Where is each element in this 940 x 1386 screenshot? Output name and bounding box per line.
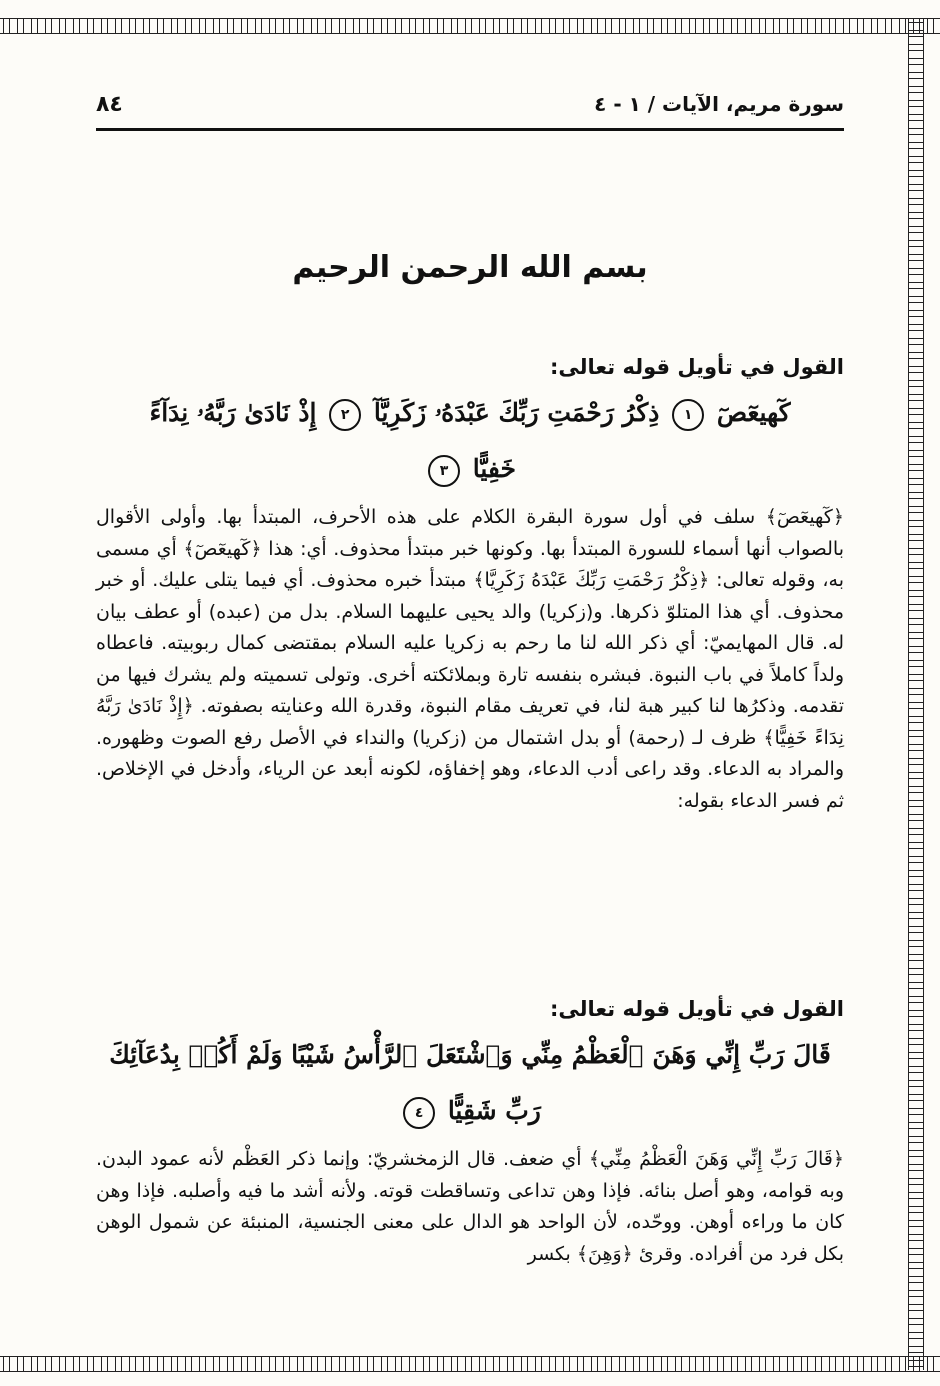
- verse-number-marker: ٢: [329, 399, 361, 431]
- quran-verse-line: [96, 386, 844, 440]
- basmala: بسم الله الرحمن الرحيم: [292, 250, 648, 285]
- running-title: سورة مريم، الآيات / ١ - ٤: [594, 92, 844, 116]
- verse-text: كٓهيعٓصٓ: [716, 398, 791, 427]
- section-verse-4: [96, 992, 844, 1270]
- right-ornamental-border: [908, 18, 924, 1370]
- page-number: ٨٤: [96, 91, 123, 117]
- verse-number-marker: ٣: [428, 455, 460, 487]
- section-heading: القول في تأويل قوله تعالى:: [550, 355, 844, 379]
- quran-verse-line: [96, 1084, 844, 1138]
- verse-text: رَبِّ شَقِيًّا: [447, 1096, 541, 1125]
- verse-text: ذِكْرُ رَحْمَتِ رَبِّكَ عَبْدَهُۥ زَكَرِيَّآ: [373, 398, 660, 427]
- verse-text: خَفِيًّا: [472, 454, 516, 483]
- verse-number-marker: ١: [672, 399, 704, 431]
- verse-text: إِذْ نَادَىٰ رَبَّهُۥ نِدَآءً: [149, 398, 317, 427]
- bottom-ornamental-border: [0, 1356, 940, 1372]
- verse-text: قَالَ رَبِّ إِنِّي وَهَنَ ٱلْعَظْمُ مِنِّي وَٱشْتَعَلَ ٱلرَّأْسُ شَيْبًا وَلَمْ أَكُنۢ بِدُعَآئِكَ: [109, 1040, 831, 1069]
- commentary-paragraph: ﴿كٓهيعٓصٓ﴾ سلف في أول سورة البقرة الكلام على هذه الأحرف، المبتدأ بها. وأولى الأقوال بالصواب أنها أسماء للسورة المبتدأ بها. وكونها خبر مبتدأ محذوف. أي: هذا ﴿كٓهيعٓصٓ﴾ أي مسمى به، وقوله تعالى: ﴿ذِكْرُ رَحْمَتِ رَبِّكَ عَبْدَهُ زَكَرِيَّا﴾ مبتدأ خبره محذوف. أي فيما يتلى عليك. أو خبر محذوف. أي هذا المتلوّ ذكرها. و(زكريا) والد يحيى عليهما السلام. بدل من (عبده) أو عطف بيان له. قال المهايميّ: أي ذكر الله لنا ما رحم به زكريا عليه السلام بمقتضى كمال ربوبيته. فاعطاه ولداً كاملاً في باب النبوة. فبشره بنفسه تارة وبملائكته أخرى. وتولى تسميته ولم يشرك فيها من تقدمه. وذكرُها لنا كبير هبة لنا، في تعريف مقام النبوة، وقدرة الله وعنايته بصفوته. ﴿إِذْ نَادَىٰ رَبَّهُ نِدَاءً خَفِيًّا﴾ ظرف لـ (رحمة) أو بدل اشتمال من (زكريا) والنداء في الأصل رفع الصوت وظهوره. والمراد به الدعاء. وقد راعى أدب الدعاء، وهو إخفاؤه، لكونه أبعد عن الرياء، وأدخل في الإخلاص. ثم فسر الدعاء بقوله:: [96, 506, 844, 812]
- page-header: [96, 80, 844, 131]
- top-ornamental-border: [0, 18, 940, 34]
- verse-number-marker: ٤: [403, 1097, 435, 1129]
- quran-verse-line: [96, 1028, 844, 1082]
- quran-verse-line: [96, 442, 844, 496]
- section-heading: القول في تأويل قوله تعالى:: [550, 997, 844, 1021]
- section-verses-1-3: [96, 350, 844, 817]
- commentary-paragraph: ﴿قَالَ رَبِّ إِنِّي وَهَنَ الْعَظْمُ مِنِّي﴾ أي ضعف. قال الزمخشريّ: وإنما ذكر العَظْم لأنه عمود البدن. وبه قوامه، وهو أصل بنائه. فإذا وهن تداعى وتساقطت قوته. ولأنه أشد ما فيه وأصلبه. فإذا وهن كان ما وراءه أوهن. ووحّده، لأن الواحد هو الدال على معنى الجنسية، المنبئة عن شمول الوهن بكل فرد من أفراده. وقرئ ﴿وَهِنَ﴾ بكسر: [96, 1148, 844, 1265]
